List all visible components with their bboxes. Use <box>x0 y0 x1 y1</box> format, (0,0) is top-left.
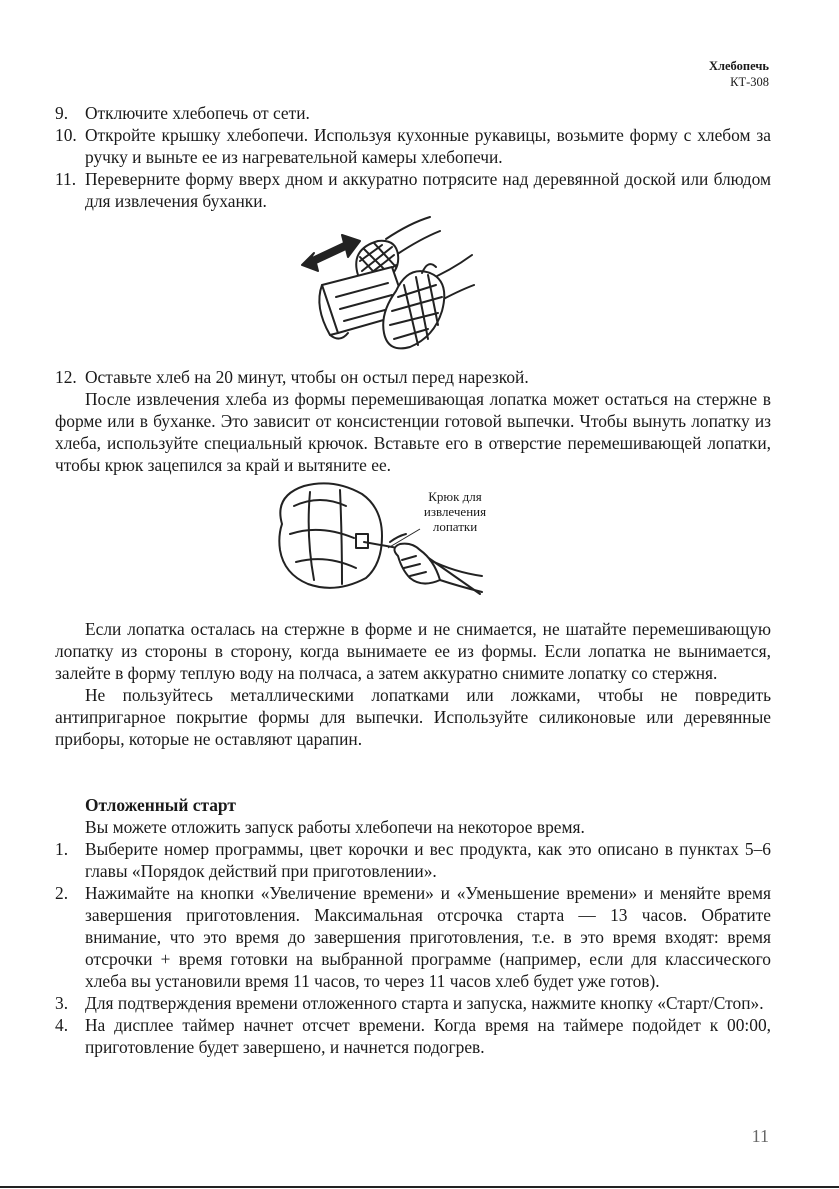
list-number: 3. <box>55 993 69 1013</box>
list-number: 10. <box>55 125 77 145</box>
list-item <box>55 992 771 1014</box>
list-item <box>55 1014 771 1058</box>
steps-block-12 <box>55 366 771 476</box>
paragraphs-block <box>55 618 771 750</box>
page-number: 11 <box>751 1126 769 1146</box>
paragraph-stuck: Если лопатка осталась на стержне в форме и не снимается, не шатайте перемешивающую лопатку из стороны в сторону, когда вынимаете ее из формы. Если лопатка не вынимается, залейте в форму теплую воду на полчаса, а затем аккуратно снимите лопатку со стержня. <box>55 619 771 683</box>
header-title: Хлебопечь <box>708 59 769 73</box>
list-text: Переверните форму вверх дном и аккуратно потрясите над деревянной доской или блюдом для извлечения буханки. <box>85 169 771 211</box>
hook-caption-line: Крюк для <box>428 489 482 504</box>
running-header <box>709 58 769 90</box>
list-item <box>55 838 771 882</box>
list-number: 9. <box>55 103 69 123</box>
paragraph-utensils: Не пользуйтесь металлическими лопатками или ложками, чтобы не повредить антипригарное покрытие формы для выпечки. Используйте силиконовые или деревянные приборы, которые не оставляют царапин. <box>55 685 771 749</box>
list-text: Нажимайте на кнопки «Увеличение времени» и «Уменьшение времени» и меняйте время завершения приготовления. Максимальная отсрочка старта — 13 часов. Обратите внимание, что это время до завершения приготовления, т.е. в это время входят: время отсрочки + время готовки на выбранной программе (например, если для классического хлеба вы установили время 11 часов, то через 11 часов хлеб будет уже готов). <box>85 883 771 991</box>
list-item <box>55 366 771 388</box>
list-item <box>55 124 771 168</box>
bottom-rule <box>0 1186 839 1188</box>
list-text: Отключите хлебопечь от сети. <box>85 103 310 123</box>
list-text: Откройте крышку хлебопечи. Используя кухонные рукавицы, возьмите форму с хлебом за ручку и выньте ее из нагревательной камеры хлебопечи. <box>85 125 771 167</box>
steps-block-a <box>55 102 771 212</box>
list-item <box>55 882 771 992</box>
list-number: 1. <box>55 839 69 859</box>
list-number: 4. <box>55 1015 69 1035</box>
list-text: Оставьте хлеб на 20 минут, чтобы он остыл перед нарезкой. <box>85 367 529 387</box>
list-text: Выберите номер программы, цвет корочки и вес продукта, как это описано в пунктах 5–6 главы «Порядок действий при приготовлении». <box>85 839 771 881</box>
hook-caption <box>400 489 510 534</box>
hook-caption-line: лопатки <box>432 519 478 534</box>
paragraph-paddle: После извлечения хлеба из формы перемешивающая лопатка может остаться на стержне в форме или в буханке. Это зависит от консистенции готовой выпечки. Чтобы вынуть лопатку из хлеба, используйте специальный крючок. Вставьте его в отверстие перемешивающей лопатки, чтобы крюк зацепился за край и вытяните ее. <box>55 389 771 475</box>
list-number: 2. <box>55 883 69 903</box>
delay-intro: Вы можете отложить запуск работы хлебопечи на некоторое время. <box>85 817 585 837</box>
shake-pan-illustration <box>300 215 475 357</box>
delay-section <box>55 794 771 1058</box>
list-text: На дисплее таймер начнет отсчет времени. Когда время на таймере подойдет к 00:00, приготовление будет завершено, и начнется подогрев. <box>85 1015 771 1057</box>
header-model: КТ-308 <box>730 75 769 89</box>
list-item <box>55 102 771 124</box>
list-text: Для подтверждения времени отложенного старта и запуска, нажмите кнопку «Старт/Стоп». <box>85 993 764 1013</box>
list-item <box>55 168 771 212</box>
list-number: 12. <box>55 367 77 387</box>
list-number: 11. <box>55 169 77 189</box>
section-heading: Отложенный старт <box>85 795 236 815</box>
hook-caption-line: извлечения <box>423 504 487 519</box>
